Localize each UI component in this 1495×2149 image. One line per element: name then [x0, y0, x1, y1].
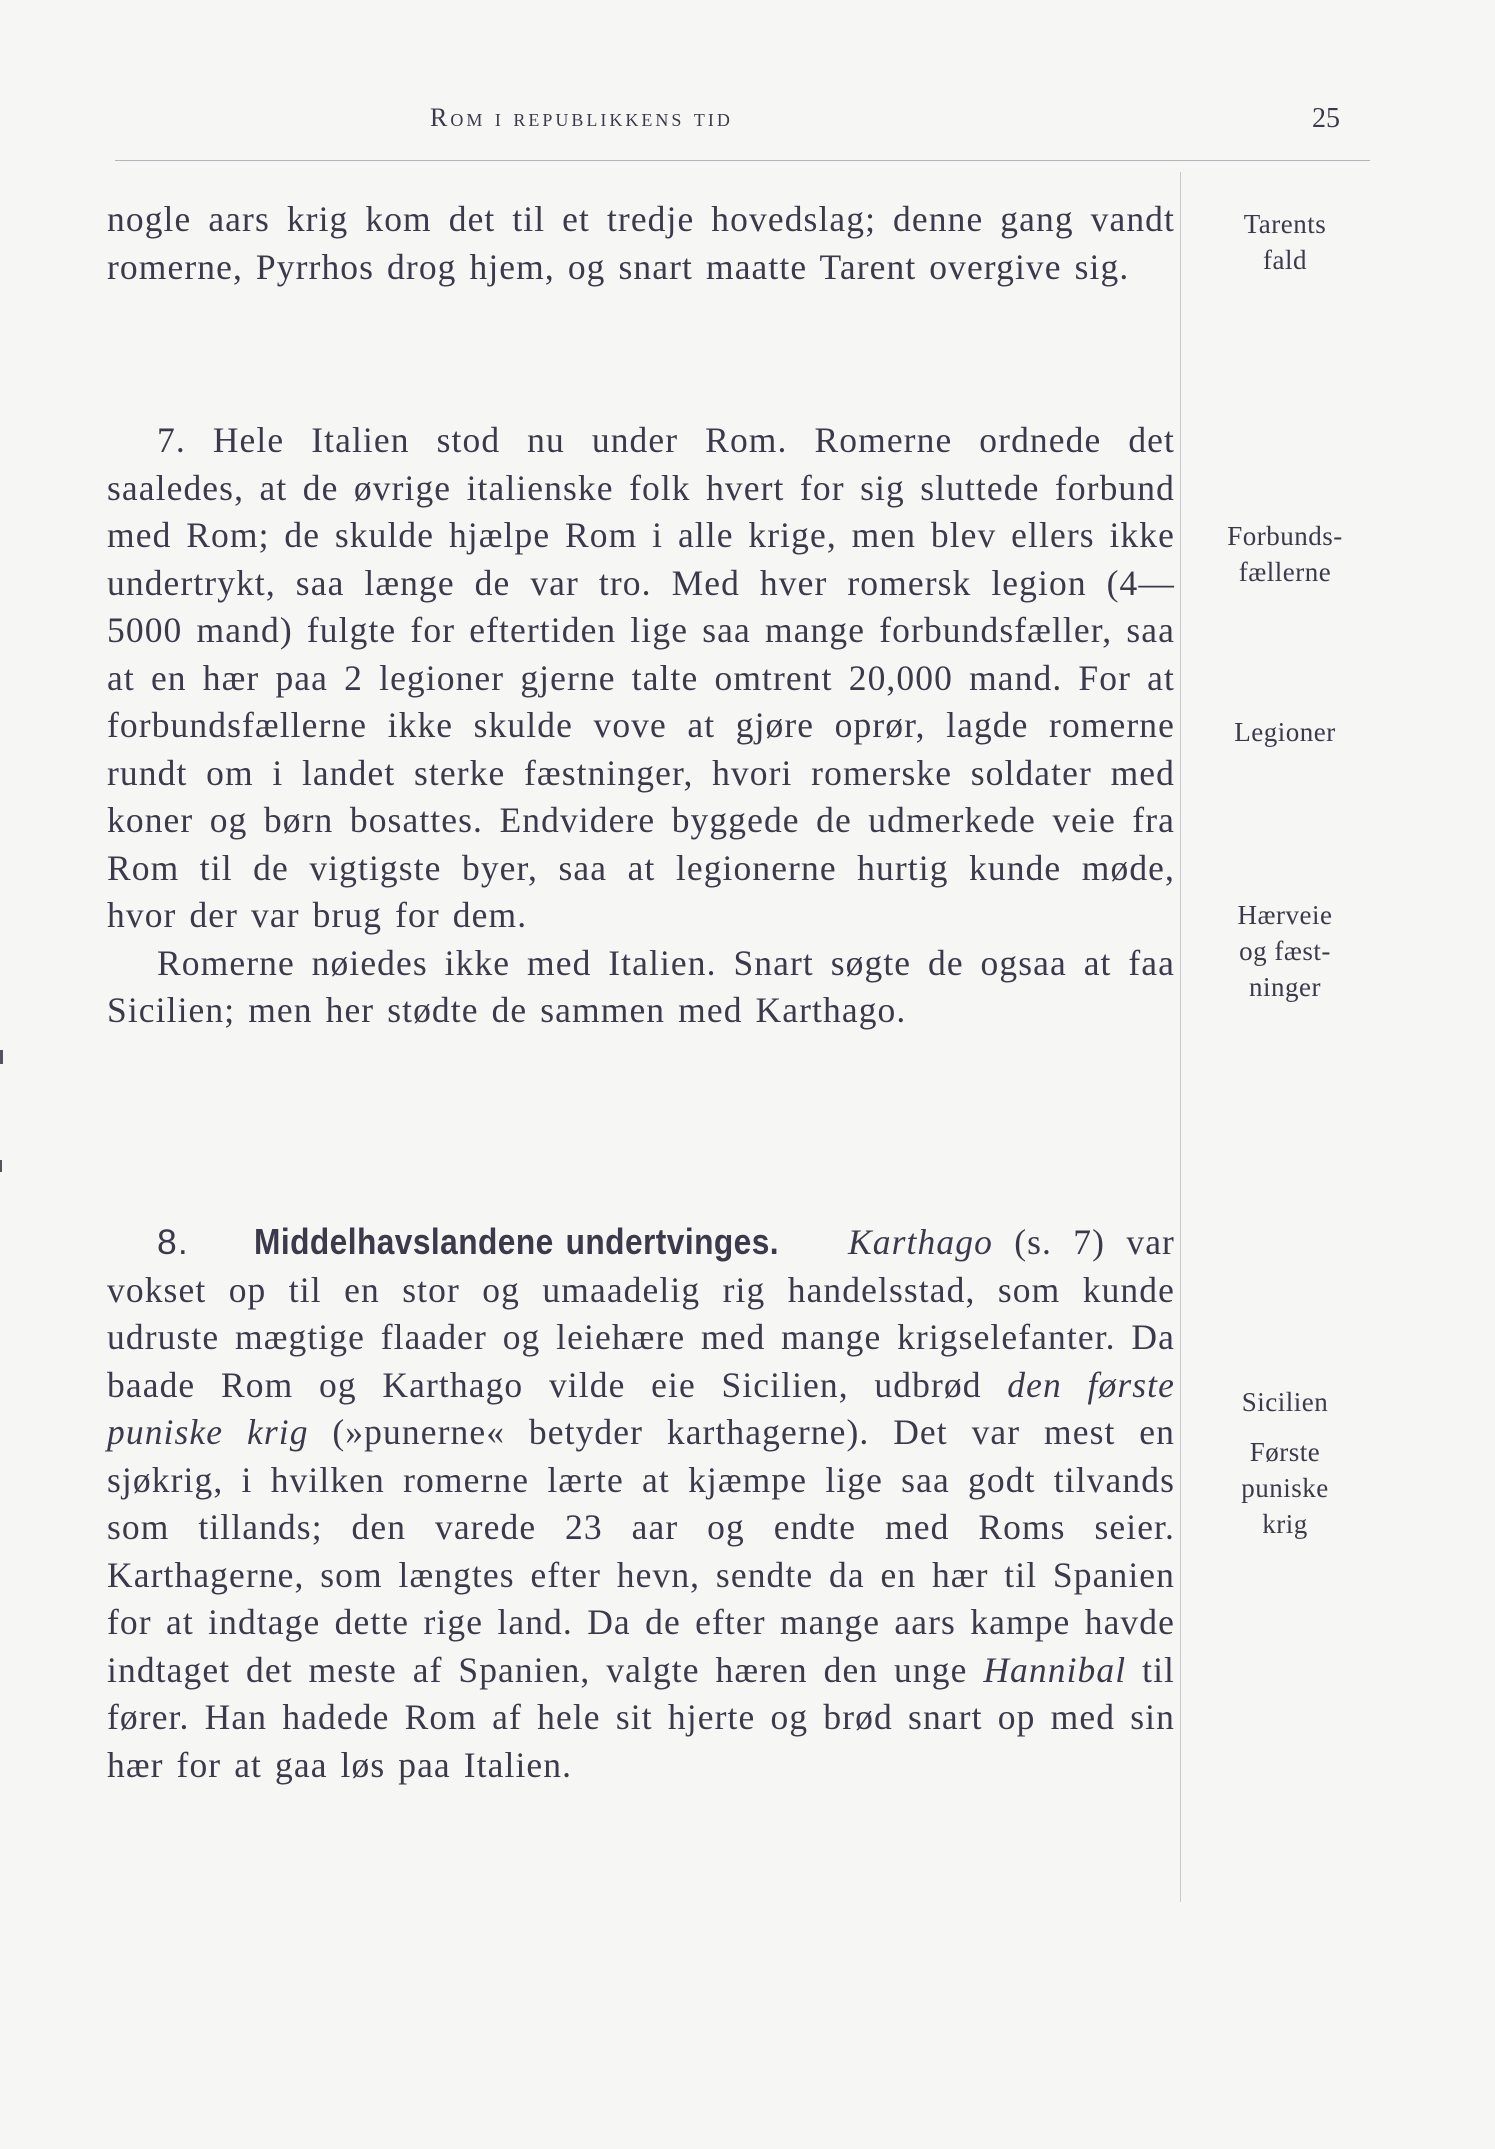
section-7-paragraph-2: Romerne nøiedes ikke med Italien. Snart søgte de ogsaa at faa Sicilien; men her stødte de sammen med Karthago.: [107, 942, 1175, 1030]
margin-note-line: puniske: [1241, 1473, 1329, 1503]
text-c: til fører. Han hadede Rom af hele sit hjerte og brød snart op med sin hær for at gaa løs paa Italien.: [107, 1649, 1175, 1785]
margin-note-legioner: [1192, 714, 1378, 750]
margin-note-line: fællerne: [1238, 557, 1332, 587]
section-7-paragraph: 7. Hele Italien stod nu under Rom. Romerne ordnede det saaledes, at de øvrige italienske folk hvert for sig sluttede forbund med Rom; de skulde hjælpe Rom i alle krige, men blev ellers ikke undertrykt, saa længe de var tro. Med hver romersk legion (4—5000 mand) fulgte for eftertiden lige saa mange forbundsfæller, saa at en hær paa 2 legioner gjerne talte omtrent 20,000 mand. For at forbundsfællerne ikke skulde vove at gjøre oprør, lagde romerne rundt om i landet sterke fæstninger, hvori romerske soldater med koner og børn bosattes. Endvidere byggede de udmerkede veie fra Rom til de vigtigste byer, saa at legionerne hurtig kunde møde, hvor der var brug for dem.: [107, 420, 1175, 935]
section-number: 8.: [157, 1222, 189, 1262]
italic-karthago: Karthago: [848, 1222, 993, 1262]
margin-note-line: krig: [1262, 1509, 1308, 1539]
text-b: (»punerne« betyder karthagerne). Det var mest en sjøkrig, i hvilken romerne lærte at kjæmpe lige saa godt tilvands som tillands; den varede 23 aar og endte med Roms seier. Karthagerne, som længtes efter hevn, sendte da en hær til Spanien for at indtage dette rige land. Da de efter mange aars kampe havde indtaget det meste af Spanien, valgte hæren den unge: [107, 1412, 1176, 1690]
edge-mark: [0, 1160, 2, 1172]
italic-forste-puniske-krig: den første puniske krig: [107, 1364, 1176, 1452]
section-7: [107, 417, 1175, 1035]
margin-note-line: Sicilien: [1241, 1387, 1329, 1417]
header-rule: [115, 160, 1370, 161]
section-heading: Middelhavslandene undertvinges.: [254, 1221, 780, 1262]
text-a: (s. 7) var vokset op til en stor og umaadelig rig handelsstad, som kunde udruste mægtige flaader og leiehære med mange krigselefanter. Da baade Rom og Karthago vilde eie Sicilien, udbrød: [107, 1222, 1175, 1405]
margin-note-tarents-fald: [1192, 206, 1378, 278]
paragraph-intro: [107, 196, 1175, 291]
running-head: [110, 103, 1340, 143]
margin-note-line: Tarents: [1243, 209, 1327, 239]
margin-note-line: Legioner: [1234, 717, 1336, 747]
margin-rule: [1180, 172, 1181, 1902]
margin-note-forste-puniske-krig: [1192, 1434, 1378, 1542]
margin-note-forbundsfaellerne: [1192, 518, 1378, 590]
margin-note-line: Første: [1249, 1437, 1321, 1467]
margin-note-line: ninger: [1249, 972, 1321, 1002]
margin-note-line: Hærveie: [1237, 900, 1333, 930]
margin-note-line: fald: [1263, 245, 1307, 275]
paragraph-text: nogle aars krig kom det til et tredje hovedslag; denne gang vandt romerne, Pyrrhos drog hjem, og snart maatte Tarent overgive sig.: [107, 199, 1175, 287]
margin-note-sicilien: [1192, 1384, 1378, 1420]
italic-hannibal: Hannibal: [983, 1649, 1127, 1690]
margin-note-haerveie: [1192, 897, 1378, 1005]
margin-note-line: Forbunds-: [1227, 521, 1343, 551]
running-title: Rom i republikkens tid: [430, 103, 733, 132]
margin-note-line: og fæst-: [1239, 936, 1331, 966]
page-number: 25: [1312, 103, 1340, 134]
section-8: [107, 1218, 1175, 1789]
edge-mark: [0, 1050, 3, 1064]
section-8-paragraph: [107, 1218, 1175, 1789]
